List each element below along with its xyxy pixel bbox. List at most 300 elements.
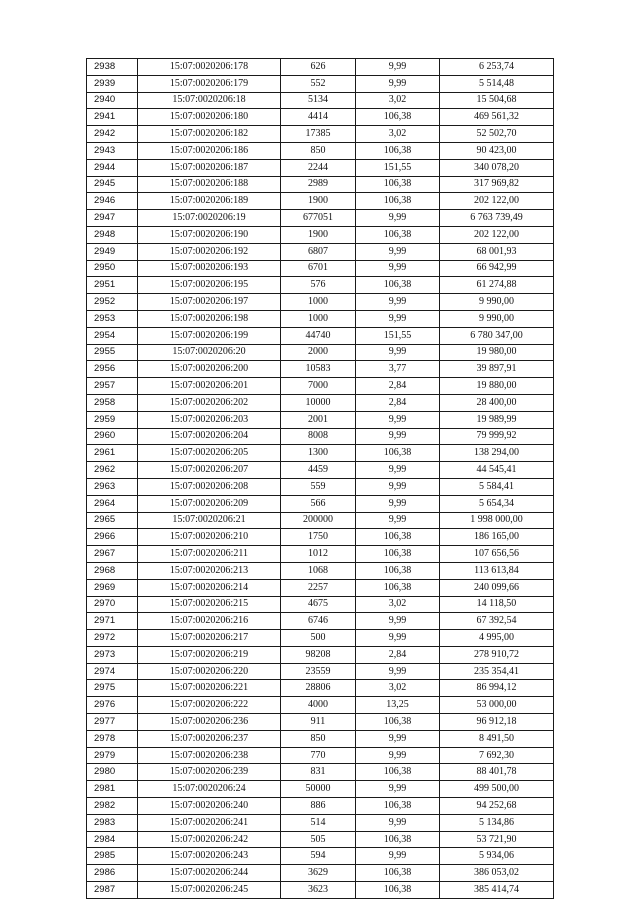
rate-cell: 151,55 [356,159,440,176]
table-row [87,798,554,815]
rate-cell: 106,38 [356,562,440,579]
value-cell: 53 000,00 [440,697,554,714]
cadastral-number-cell: 15:07:0020206:220 [138,663,281,680]
rate-cell: 9,99 [356,512,440,529]
rate-cell: 9,99 [356,730,440,747]
rate-cell: 2,84 [356,394,440,411]
area-cell: 44740 [281,327,356,344]
area-cell: 1750 [281,529,356,546]
rate-cell: 9,99 [356,462,440,479]
value-cell: 67 392,54 [440,613,554,630]
cadastral-number-cell: 15:07:0020206:202 [138,394,281,411]
cadastral-number-cell: 15:07:0020206:192 [138,243,281,260]
value-cell: 6 780 347,00 [440,327,554,344]
row-number-cell: 2963 [87,478,138,495]
table-row [87,663,554,680]
area-cell: 6701 [281,260,356,277]
cadastral-number-cell: 15:07:0020206:222 [138,697,281,714]
area-cell: 626 [281,59,356,76]
table-row [87,630,554,647]
cadastral-number-cell: 15:07:0020206:201 [138,378,281,395]
rate-cell: 106,38 [356,529,440,546]
table-row [87,596,554,613]
value-cell: 28 400,00 [440,394,554,411]
area-cell: 559 [281,478,356,495]
table-row [87,445,554,462]
cadastral-number-cell: 15:07:0020206:193 [138,260,281,277]
rate-cell: 9,99 [356,260,440,277]
value-cell: 340 078,20 [440,159,554,176]
value-cell: 186 165,00 [440,529,554,546]
row-number-cell: 2982 [87,798,138,815]
value-cell: 385 414,74 [440,882,554,899]
table-row [87,159,554,176]
value-cell: 9 990,00 [440,310,554,327]
cadastral-number-cell: 15:07:0020206:198 [138,310,281,327]
rate-cell: 106,38 [356,714,440,731]
row-number-cell: 2947 [87,210,138,227]
row-number-cell: 2940 [87,92,138,109]
value-cell: 79 999,92 [440,428,554,445]
table-row [87,294,554,311]
value-cell: 44 545,41 [440,462,554,479]
area-cell: 770 [281,747,356,764]
table-row [87,428,554,445]
area-cell: 831 [281,764,356,781]
area-cell: 4000 [281,697,356,714]
cadastral-number-cell: 15:07:0020206:242 [138,831,281,848]
area-cell: 2257 [281,579,356,596]
area-cell: 2244 [281,159,356,176]
cadastral-number-cell: 15:07:0020206:199 [138,327,281,344]
value-cell: 19 989,99 [440,411,554,428]
value-cell: 5 134,86 [440,814,554,831]
value-cell: 94 252,68 [440,798,554,815]
rate-cell: 9,99 [356,814,440,831]
area-cell: 4414 [281,109,356,126]
cadastral-number-cell: 15:07:0020206:240 [138,798,281,815]
rate-cell: 9,99 [356,495,440,512]
cadastral-number-cell: 15:07:0020206:216 [138,613,281,630]
value-cell: 240 099,66 [440,579,554,596]
area-cell: 7000 [281,378,356,395]
value-cell: 202 122,00 [440,193,554,210]
row-number-cell: 2957 [87,378,138,395]
table-row [87,142,554,159]
value-cell: 235 354,41 [440,663,554,680]
value-cell: 14 118,50 [440,596,554,613]
area-cell: 1012 [281,546,356,563]
area-cell: 200000 [281,512,356,529]
table-row [87,848,554,865]
table-row [87,176,554,193]
area-cell: 911 [281,714,356,731]
area-cell: 2000 [281,344,356,361]
row-number-cell: 2960 [87,428,138,445]
table-row [87,546,554,563]
cadastral-number-cell: 15:07:0020206:186 [138,142,281,159]
rate-cell: 106,38 [356,882,440,899]
area-cell: 1068 [281,562,356,579]
value-cell: 499 500,00 [440,781,554,798]
rate-cell: 3,02 [356,680,440,697]
area-cell: 850 [281,142,356,159]
row-number-cell: 2949 [87,243,138,260]
area-cell: 2001 [281,411,356,428]
cadastral-number-cell: 15:07:0020206:187 [138,159,281,176]
value-cell: 5 514,48 [440,75,554,92]
rate-cell: 9,99 [356,210,440,227]
row-number-cell: 2938 [87,59,138,76]
cadastral-number-cell: 15:07:0020206:18 [138,92,281,109]
cadastral-number-cell: 15:07:0020206:178 [138,59,281,76]
area-cell: 594 [281,848,356,865]
value-cell: 15 504,68 [440,92,554,109]
cadastral-number-cell: 15:07:0020206:195 [138,277,281,294]
rate-cell: 106,38 [356,546,440,563]
row-number-cell: 2943 [87,142,138,159]
table-row [87,344,554,361]
value-cell: 469 561,32 [440,109,554,126]
cadastral-number-cell: 15:07:0020206:188 [138,176,281,193]
rate-cell: 106,38 [356,176,440,193]
cadastral-number-cell: 15:07:0020206:236 [138,714,281,731]
rate-cell: 9,99 [356,428,440,445]
cadastral-number-cell: 15:07:0020206:245 [138,882,281,899]
table-row [87,109,554,126]
row-number-cell: 2985 [87,848,138,865]
cadastral-number-cell: 15:07:0020206:208 [138,478,281,495]
row-number-cell: 2944 [87,159,138,176]
value-cell: 88 401,78 [440,764,554,781]
table-row [87,243,554,260]
row-number-cell: 2959 [87,411,138,428]
value-cell: 317 969,82 [440,176,554,193]
table-row [87,865,554,882]
row-number-cell: 2956 [87,361,138,378]
value-cell: 113 613,84 [440,562,554,579]
row-number-cell: 2939 [87,75,138,92]
area-cell: 886 [281,798,356,815]
cadastral-number-cell: 15:07:0020206:244 [138,865,281,882]
row-number-cell: 2950 [87,260,138,277]
table-row [87,781,554,798]
table-row [87,529,554,546]
cadastral-number-cell: 15:07:0020206:219 [138,646,281,663]
rate-cell: 9,99 [356,75,440,92]
rate-cell: 9,99 [356,344,440,361]
table-row [87,680,554,697]
cadastral-number-cell: 15:07:0020206:214 [138,579,281,596]
cadastral-number-cell: 15:07:0020206:211 [138,546,281,563]
table-row [87,495,554,512]
cadastral-number-cell: 15:07:0020206:215 [138,596,281,613]
area-cell: 2989 [281,176,356,193]
cadastral-number-cell: 15:07:0020206:209 [138,495,281,512]
value-cell: 5 584,41 [440,478,554,495]
area-cell: 1300 [281,445,356,462]
area-cell: 50000 [281,781,356,798]
row-number-cell: 2970 [87,596,138,613]
area-cell: 28806 [281,680,356,697]
row-number-cell: 2967 [87,546,138,563]
table-row [87,277,554,294]
value-cell: 6 763 739,49 [440,210,554,227]
area-cell: 505 [281,831,356,848]
table-row [87,730,554,747]
rate-cell: 106,38 [356,579,440,596]
row-number-cell: 2974 [87,663,138,680]
rate-cell: 106,38 [356,831,440,848]
cadastral-number-cell: 15:07:0020206:239 [138,764,281,781]
value-cell: 19 880,00 [440,378,554,395]
row-number-cell: 2965 [87,512,138,529]
rate-cell: 9,99 [356,294,440,311]
cadastral-number-cell: 15:07:0020206:21 [138,512,281,529]
rate-cell: 9,99 [356,613,440,630]
table-row [87,193,554,210]
table-row [87,92,554,109]
row-number-cell: 2961 [87,445,138,462]
area-cell: 23559 [281,663,356,680]
area-cell: 1000 [281,294,356,311]
rate-cell: 106,38 [356,109,440,126]
rate-cell: 9,99 [356,663,440,680]
table-row [87,613,554,630]
table-row [87,512,554,529]
table-row [87,210,554,227]
row-number-cell: 2981 [87,781,138,798]
rate-cell: 2,84 [356,378,440,395]
table-row [87,831,554,848]
row-number-cell: 2945 [87,176,138,193]
row-number-cell: 2948 [87,226,138,243]
rate-cell: 106,38 [356,277,440,294]
area-cell: 4675 [281,596,356,613]
value-cell: 86 994,12 [440,680,554,697]
row-number-cell: 2972 [87,630,138,647]
value-cell: 52 502,70 [440,126,554,143]
row-number-cell: 2980 [87,764,138,781]
rate-cell: 2,84 [356,646,440,663]
table-row [87,226,554,243]
value-cell: 5 654,34 [440,495,554,512]
row-number-cell: 2951 [87,277,138,294]
value-cell: 202 122,00 [440,226,554,243]
value-cell: 9 990,00 [440,294,554,311]
area-cell: 17385 [281,126,356,143]
area-cell: 8008 [281,428,356,445]
value-cell: 6 253,74 [440,59,554,76]
rate-cell: 106,38 [356,142,440,159]
area-cell: 552 [281,75,356,92]
area-cell: 1900 [281,226,356,243]
rate-cell: 106,38 [356,798,440,815]
value-cell: 90 423,00 [440,142,554,159]
value-cell: 53 721,90 [440,831,554,848]
rate-cell: 106,38 [356,445,440,462]
table-row [87,361,554,378]
cadastral-number-cell: 15:07:0020206:189 [138,193,281,210]
row-number-cell: 2958 [87,394,138,411]
value-cell: 138 294,00 [440,445,554,462]
rate-cell: 9,99 [356,243,440,260]
row-number-cell: 2977 [87,714,138,731]
row-number-cell: 2986 [87,865,138,882]
cadastral-number-cell: 15:07:0020206:179 [138,75,281,92]
table-row [87,126,554,143]
table-row [87,478,554,495]
rate-cell: 106,38 [356,193,440,210]
row-number-cell: 2966 [87,529,138,546]
value-cell: 19 980,00 [440,344,554,361]
rate-cell: 151,55 [356,327,440,344]
rate-cell: 3,02 [356,92,440,109]
cadastral-number-cell: 15:07:0020206:190 [138,226,281,243]
row-number-cell: 2954 [87,327,138,344]
value-cell: 66 942,99 [440,260,554,277]
cadastral-number-cell: 15:07:0020206:20 [138,344,281,361]
value-cell: 107 656,56 [440,546,554,563]
row-number-cell: 2973 [87,646,138,663]
area-cell: 1000 [281,310,356,327]
value-cell: 386 053,02 [440,865,554,882]
table-row [87,378,554,395]
table-row [87,814,554,831]
cadastral-number-cell: 15:07:0020206:203 [138,411,281,428]
row-number-cell: 2964 [87,495,138,512]
table-row [87,747,554,764]
rate-cell: 9,99 [356,630,440,647]
cadastral-number-cell: 15:07:0020206:221 [138,680,281,697]
value-cell: 8 491,50 [440,730,554,747]
cadastral-number-cell: 15:07:0020206:213 [138,562,281,579]
cadastral-number-cell: 15:07:0020206:238 [138,747,281,764]
value-cell: 5 934,06 [440,848,554,865]
value-cell: 96 912,18 [440,714,554,731]
row-number-cell: 2978 [87,730,138,747]
rate-cell: 9,99 [356,747,440,764]
rate-cell: 9,99 [356,59,440,76]
table-row [87,714,554,731]
area-cell: 10000 [281,394,356,411]
cadastral-number-cell: 15:07:0020206:243 [138,848,281,865]
row-number-cell: 2969 [87,579,138,596]
area-cell: 850 [281,730,356,747]
rate-cell: 3,77 [356,361,440,378]
cadastral-number-cell: 15:07:0020206:180 [138,109,281,126]
area-cell: 514 [281,814,356,831]
row-number-cell: 2942 [87,126,138,143]
area-cell: 4459 [281,462,356,479]
table-row [87,882,554,899]
cadastral-number-cell: 15:07:0020206:197 [138,294,281,311]
area-cell: 576 [281,277,356,294]
rate-cell: 9,99 [356,478,440,495]
table-row [87,310,554,327]
area-cell: 566 [281,495,356,512]
row-number-cell: 2984 [87,831,138,848]
table-row [87,260,554,277]
row-number-cell: 2952 [87,294,138,311]
area-cell: 6746 [281,613,356,630]
cadastral-number-cell: 15:07:0020206:210 [138,529,281,546]
cadastral-number-cell: 15:07:0020206:24 [138,781,281,798]
value-cell: 68 001,93 [440,243,554,260]
table-row [87,394,554,411]
row-number-cell: 2941 [87,109,138,126]
area-cell: 3629 [281,865,356,882]
row-number-cell: 2983 [87,814,138,831]
cadastral-number-cell: 15:07:0020206:204 [138,428,281,445]
table-row [87,411,554,428]
table-row [87,764,554,781]
value-cell: 39 897,91 [440,361,554,378]
rate-cell: 3,02 [356,126,440,143]
table-row [87,59,554,76]
value-cell: 4 995,00 [440,630,554,647]
row-number-cell: 2955 [87,344,138,361]
area-cell: 500 [281,630,356,647]
table-body [87,59,554,899]
area-cell: 677051 [281,210,356,227]
rate-cell: 3,02 [356,596,440,613]
cadastral-value-table [86,58,554,899]
value-cell: 61 274,88 [440,277,554,294]
value-cell: 7 692,30 [440,747,554,764]
table-row [87,579,554,596]
row-number-cell: 2975 [87,680,138,697]
row-number-cell: 2987 [87,882,138,899]
table-row [87,562,554,579]
row-number-cell: 2971 [87,613,138,630]
cadastral-number-cell: 15:07:0020206:200 [138,361,281,378]
rate-cell: 9,99 [356,848,440,865]
area-cell: 3623 [281,882,356,899]
row-number-cell: 2946 [87,193,138,210]
row-number-cell: 2953 [87,310,138,327]
area-cell: 5134 [281,92,356,109]
rate-cell: 106,38 [356,865,440,882]
cadastral-number-cell: 15:07:0020206:217 [138,630,281,647]
cadastral-number-cell: 15:07:0020206:205 [138,445,281,462]
area-cell: 1900 [281,193,356,210]
table-row [87,327,554,344]
table-row [87,646,554,663]
value-cell: 1 998 000,00 [440,512,554,529]
area-cell: 6807 [281,243,356,260]
table-row [87,697,554,714]
area-cell: 98208 [281,646,356,663]
table-row [87,75,554,92]
rate-cell: 9,99 [356,781,440,798]
cadastral-number-cell: 15:07:0020206:207 [138,462,281,479]
rate-cell: 106,38 [356,226,440,243]
rate-cell: 9,99 [356,310,440,327]
row-number-cell: 2962 [87,462,138,479]
value-cell: 278 910,72 [440,646,554,663]
rate-cell: 9,99 [356,411,440,428]
cadastral-number-cell: 15:07:0020206:182 [138,126,281,143]
cadastral-number-cell: 15:07:0020206:237 [138,730,281,747]
cadastral-number-cell: 15:07:0020206:241 [138,814,281,831]
row-number-cell: 2968 [87,562,138,579]
rate-cell: 106,38 [356,764,440,781]
area-cell: 10583 [281,361,356,378]
cadastral-number-cell: 15:07:0020206:19 [138,210,281,227]
table-row [87,462,554,479]
row-number-cell: 2979 [87,747,138,764]
